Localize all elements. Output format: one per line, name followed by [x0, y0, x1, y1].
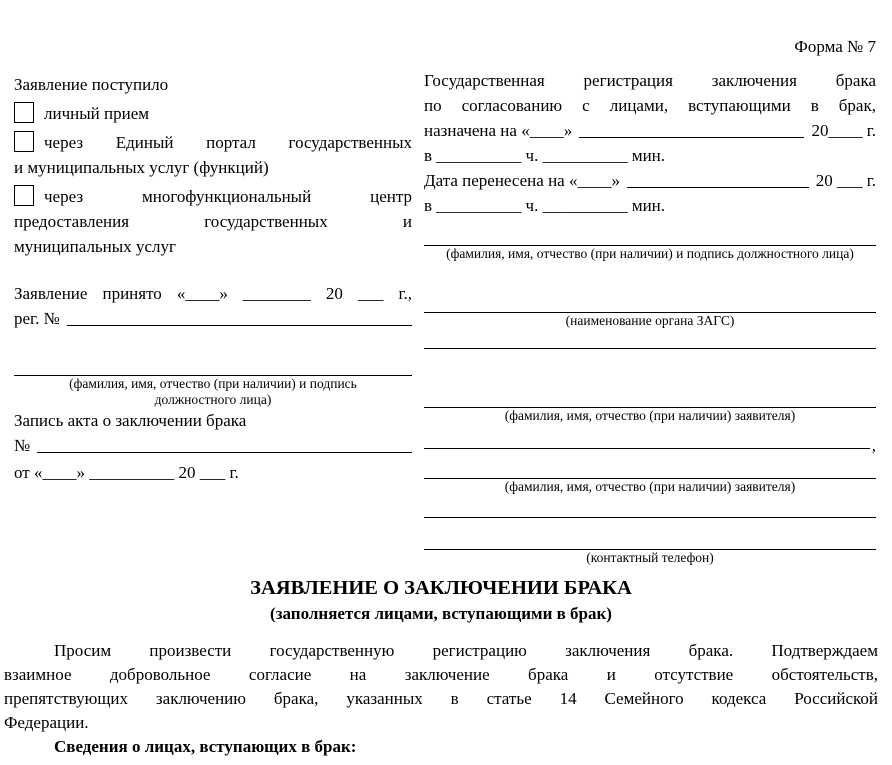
checkbox-gosuslugi-portal[interactable] [14, 131, 34, 152]
statement-line4: Федерации. [4, 713, 89, 732]
option-gosuslugi-portal [14, 130, 412, 180]
comma-separator: , [871, 436, 876, 455]
persons-info-heading: Сведения о лицах, вступающих в брак: [54, 737, 357, 756]
reschedule-year-suffix: 20 ___ г. [815, 171, 876, 190]
zags-name-field-extra[interactable] [424, 348, 876, 349]
applicant2-caption: (фамилия, имя, отчество (при наличии) заявителя) [504, 479, 796, 494]
applicant2-name-field-extra[interactable] [424, 517, 876, 518]
applicant1-caption: (фамилия, имя, отчество (при наличии) заявителя) [504, 408, 796, 423]
appointed-month-field[interactable] [579, 137, 804, 138]
act-number-label: № [14, 436, 31, 455]
option-mfc-label-line3: муниципальных услуг [14, 237, 176, 256]
form-number: Форма № 7 [794, 37, 876, 56]
zags-name-caption: (наименование органа ЗАГС) [565, 313, 735, 328]
official-signature-caption-line1: (фамилия, имя, отчество (при наличии) и подпись [69, 376, 357, 391]
registration-line2: по согласованию с лицами, вступающими в брак, [424, 96, 876, 115]
statement-line1: Просим произвести государственную регистрацию заключения брака. Подтверждаем [54, 641, 878, 660]
option-mfc [14, 184, 412, 259]
option-personal-visit-label: личный прием [44, 104, 149, 123]
applicant-names-continuation-field[interactable] [424, 448, 870, 449]
appointed-date-row [424, 118, 876, 143]
checkbox-personal-visit[interactable] [14, 102, 34, 123]
reschedule-date-prefix: Дата перенесена на «____» [424, 171, 620, 190]
registration-number-row [14, 306, 412, 331]
intake-heading: Заявление поступило [14, 75, 169, 94]
act-number-row [14, 433, 412, 458]
contact-phone-caption: (контактный телефон) [586, 550, 714, 565]
registration-number-label: рег. № [14, 309, 60, 328]
official-signature-caption-line2: должностного лица) [154, 392, 272, 407]
statement-line2: взаимное добровольное согласие на заключение брака и отсутствие обстоятельств, [4, 665, 878, 684]
application-accepted-line: Заявление принято «____» ________ 20 ___ г., [14, 284, 412, 303]
option-mfc-label-line2: предоставления государственных и [14, 212, 412, 231]
option-portal-label-line2: и муниципальных услуг (функций) [14, 158, 269, 177]
registration-number-field[interactable] [67, 325, 412, 326]
appointed-year-suffix: 20____ г. [811, 121, 876, 140]
option-personal-visit [14, 101, 412, 126]
official-signature-caption-right: (фамилия, имя, отчество (при наличии) и подпись должностного лица) [446, 246, 854, 261]
statement-paragraph [4, 639, 878, 735]
reschedule-date-row [424, 168, 876, 193]
registration-line1: Государственная регистрация заключения брака [424, 71, 876, 90]
applicant-names-continuation-row [424, 433, 876, 453]
checkbox-mfc[interactable] [14, 185, 34, 206]
act-record-heading: Запись акта о заключении брака [14, 411, 247, 430]
appointed-time-line: в __________ ч. __________ мин. [424, 146, 666, 165]
act-number-field[interactable] [37, 452, 412, 453]
intake-column [14, 72, 412, 485]
application-subtitle: (заполняется лицами, вступающими в брак) [270, 604, 612, 623]
application-body [4, 575, 878, 759]
application-title: ЗАЯВЛЕНИЕ О ЗАКЛЮЧЕНИИ БРАКА [250, 577, 632, 599]
reschedule-month-field[interactable] [627, 187, 809, 188]
act-date-line: от «____» __________ 20 ___ г. [14, 463, 239, 482]
registration-column [424, 36, 876, 566]
appointed-date-prefix: назначена на «____» [424, 121, 573, 140]
reschedule-time-line: в __________ ч. __________ мин. [424, 196, 666, 215]
option-portal-label-line1: через Единый портал государственных [44, 133, 412, 152]
statement-line3: препятствующих заключению брака, указанных в статье 14 Семейного кодекса Российской [4, 689, 878, 708]
option-mfc-label-line1: через многофункциональный центр [44, 187, 412, 206]
